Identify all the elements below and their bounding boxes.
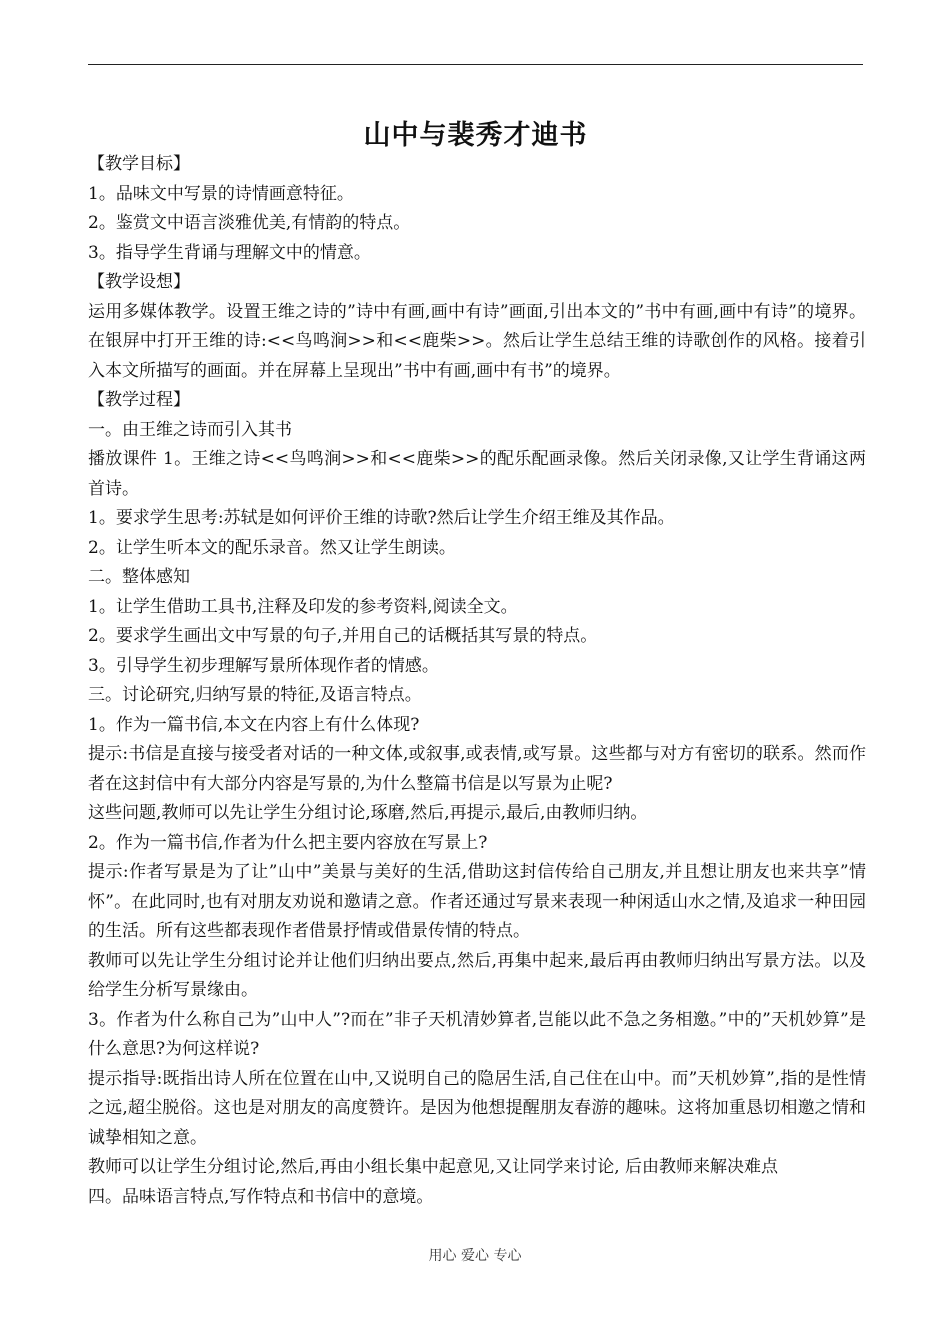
page-footer: 用心 爱心 专心 <box>428 1248 522 1264</box>
section-heading-process: 【教学过程】 <box>88 390 190 410</box>
subsection-heading: 三。讨论研究,归纳写景的特征,及语言特点。 <box>88 685 422 705</box>
section-heading-design: 【教学设想】 <box>88 272 190 292</box>
objective-item: 2。鉴赏文中语言淡雅优美,有情韵的特点。 <box>88 213 411 233</box>
hint-paragraph: 提示:书信是直接与接受者对话的一种文体,或叙事,或表情,或写景。这些都与对方有密切的联系。然而作者在这封信中有大部分内容是写景的,为什么整篇书信是以写景为止呢? <box>88 744 866 794</box>
body-paragraph: 教师可以让学生分组讨论,然后,再由小组长集中起意见,又让同学来讨论, 后由教师来解决难点 <box>88 1157 779 1177</box>
design-paragraph: 运用多媒体教学。设置王维之诗的”诗中有画,画中有诗”画面,引出本文的”书中有画,画中有诗”的境界。在银屏中打开王维的诗:<<鸟鸣涧>>和<<鹿柴>>。然后让学生总结王维的诗歌创作的风格。接着引入本文所描写的画面。并在屏幕上呈现出”书中有画,画中有书”的境界。 <box>88 301 866 381</box>
objective-item: 1。品味文中写景的诗情画意特征。 <box>88 183 354 204</box>
page-title: 山中与裴秀才迪书 <box>363 120 588 151</box>
hint-paragraph: 提示:作者写景是为了让”山中”美景与美好的生活,借助这封信传给自己朋友,并且想让朋友也来共享”情怀”。在此同时,也有对朋友劝说和邀请之意。作者还通过写景来表现一种闲适山水之情,及追求一种田园的生活。所有这些都表现作者借景抒情或借景传情的特点。 <box>88 862 866 941</box>
body-paragraph: 这些问题,教师可以先让学生分组讨论,琢磨,然后,再提示,最后,由教师归纳。 <box>88 803 648 823</box>
question-item: 3。作者为什么称自己为”山中人”?而在”非子天机清妙算者,岂能以此不急之务相邀。”中的”天机妙算”是什么意思?为何这样说? <box>88 1009 866 1059</box>
header-rule <box>88 64 863 65</box>
body-paragraph: 教师可以先让学生分组讨论并让他们归纳出要点,然后,再集中起来,最后再由教师归纳出写景方法。以及给学生分析写景缘由。 <box>88 950 866 1000</box>
subsection-heading: 二。整体感知 <box>88 567 190 587</box>
subsection-heading: 四。品味语言特点,写作特点和书信中的意境。 <box>88 1186 434 1207</box>
question-item: 2。作为一篇书信,作者为什么把主要内容放在写景上? <box>88 832 488 853</box>
hint-paragraph: 提示指导:既指出诗人所在位置在山中,又说明自己的隐居生活,自己住在山中。而”天机妙算”,指的是性情之远,超尘脱俗。这也是对朋友的高度赞许。是因为他想提醒朋友春游的趣味。这将加重恳切相邀之情和诚挚相知之意。 <box>88 1068 866 1148</box>
section-heading-objectives: 【教学目标】 <box>88 154 190 174</box>
question-item: 1。作为一篇书信,本文在内容上有什么体现? <box>88 714 420 735</box>
subsection-heading: 一。由王维之诗而引入其书 <box>88 419 292 440</box>
objective-item: 3。指导学生背诵与理解文中的情意。 <box>88 242 371 263</box>
list-item: 1。让学生借助工具书,注释及印发的参考资料,阅读全文。 <box>88 596 518 617</box>
list-item: 1。要求学生思考:苏轼是如何评价王维的诗歌?然后让学生介绍王维及其作品。 <box>88 508 675 528</box>
list-item: 2。要求学生画出文中写景的句子,并用自己的话概括其写景的特点。 <box>88 626 598 646</box>
document-body <box>88 150 866 1212</box>
body-paragraph: 播放课件 1。王维之诗<<鸟鸣涧>>和<<鹿柴>>的配乐配画录像。然后关闭录像,又让学生背诵这两首诗。 <box>88 449 866 499</box>
list-item: 3。引导学生初步理解写景所体现作者的情感。 <box>88 655 439 676</box>
list-item: 2。让学生听本文的配乐录音。然又让学生朗读。 <box>88 537 456 558</box>
